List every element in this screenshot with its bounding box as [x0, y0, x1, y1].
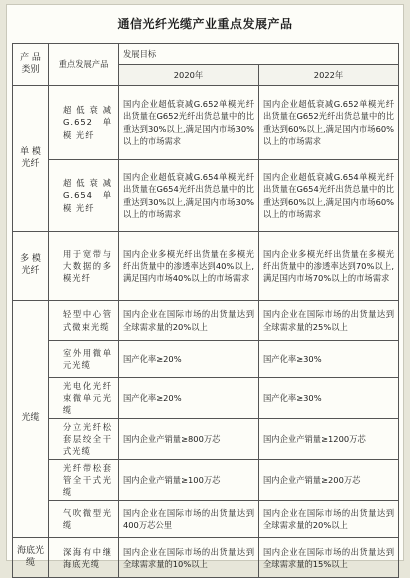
product-cell: 光纤带松套管全干式光缆 [49, 460, 119, 501]
target-2022-cell: 国内企业在国际市场的出货量达到全球需求量的20%以上 [259, 501, 399, 538]
product-table [12, 43, 399, 578]
target-2020-cell: 国内企业在国际市场的出货量达到全球需求量的20%以上 [119, 301, 259, 341]
category-cell: 光缆 [13, 301, 49, 538]
target-2022-cell: 国内企业在国际市场的出货量达到全球需求量的25%以上 [259, 301, 399, 341]
product-cell: 超 低 衰 减 G.652 单 模 光纤 [49, 86, 119, 160]
header-product: 重点发展产品 [49, 44, 119, 86]
table-row [13, 86, 399, 160]
product-cell: 气吹微型光缆 [49, 501, 119, 538]
target-2022-cell: 国产化率≥30% [259, 378, 399, 419]
target-2022-cell: 国内企业超低衰减G.654单模光纤出货量在G654光纤出货总量中的比重达到60%以上,满足国内市场60%以上的市场需求 [259, 160, 399, 232]
table-row [13, 501, 399, 538]
target-2020-cell: 国内企业在国际市场的出货量达到全球需求量的10%以上 [119, 538, 259, 578]
product-cell: 轻型中心管式微束光缆 [49, 301, 119, 341]
product-cell: 光电化光纤束微单元光缆 [49, 378, 119, 419]
table-row [13, 341, 399, 378]
product-cell: 用于宽带与大数据的多模光纤 [49, 232, 119, 301]
page-title: 通信光纤光缆产业重点发展产品 [117, 17, 293, 31]
header-category: 产 品 类别 [13, 44, 49, 86]
header-row [13, 44, 399, 65]
table-row [13, 301, 399, 341]
target-2020-cell: 国内企业产销量≥100万芯 [119, 460, 259, 501]
target-2022-cell: 国产化率≥30% [259, 341, 399, 378]
table-row [13, 160, 399, 232]
target-2022-cell: 国内企业产销量≥200万芯 [259, 460, 399, 501]
product-cell: 室外用微单元光缆 [49, 341, 119, 378]
table-row [13, 378, 399, 419]
table-row [13, 419, 399, 460]
target-2020-cell: 国内企业超低衰减G.654单模光纤出货量在G654光纤出货总量中的比重达到30%以上,满足国内市场30%以上的市场需求 [119, 160, 259, 232]
target-2022-cell: 国内企业在国际市场的出货量达到全球需求量的15%以上 [259, 538, 399, 578]
target-2020-cell: 国内企业超低衰减G.652单模光纤出货量在G652光纤出货总量中的比重达到30%以上,满足国内市场30%以上的市场需求 [119, 86, 259, 160]
category-cell: 海底光缆 [13, 538, 49, 578]
target-2020-cell: 国内企业多模光纤出货量在多模光纤出货量中的渗透率达到40%以上,满足国内市场40%以上的市场需求 [119, 232, 259, 301]
table-row [13, 232, 399, 301]
target-2020-cell: 国内企业在国际市场的出货量达到400万芯公里 [119, 501, 259, 538]
table-row [13, 460, 399, 501]
category-cell: 单 模 光纤 [13, 86, 49, 232]
category-cell: 多 模 光纤 [13, 232, 49, 301]
product-cell: 超 低 衰 减 G.654 单 模 光纤 [49, 160, 119, 232]
target-2022-cell: 国内企业产销量≥1200万芯 [259, 419, 399, 460]
target-2020-cell: 国产化率≥20% [119, 341, 259, 378]
header-year-2020: 2020年 [119, 65, 259, 86]
product-cell: 分立光纤松套层绞全干式光缆 [49, 419, 119, 460]
target-2022-cell: 国内企业多模光纤出货量在多模光纤出货量中的渗透率达到70%以上,满足国内市场70%以上的市场需求 [259, 232, 399, 301]
document-frame [6, 4, 404, 569]
product-cell: 深海有中继海底光缆 [49, 538, 119, 578]
header-year-2022: 2022年 [259, 65, 399, 86]
target-2020-cell: 国内企业产销量≥800万芯 [119, 419, 259, 460]
header-target: 发展目标 [119, 44, 399, 65]
target-2020-cell: 国产化率≥20% [119, 378, 259, 419]
table-row [13, 538, 399, 578]
target-2022-cell: 国内企业超低衰减G.652单模光纤出货量在G652光纤出货总量中的比重达到60%以上,满足国内市场60%以上的市场需求 [259, 86, 399, 160]
